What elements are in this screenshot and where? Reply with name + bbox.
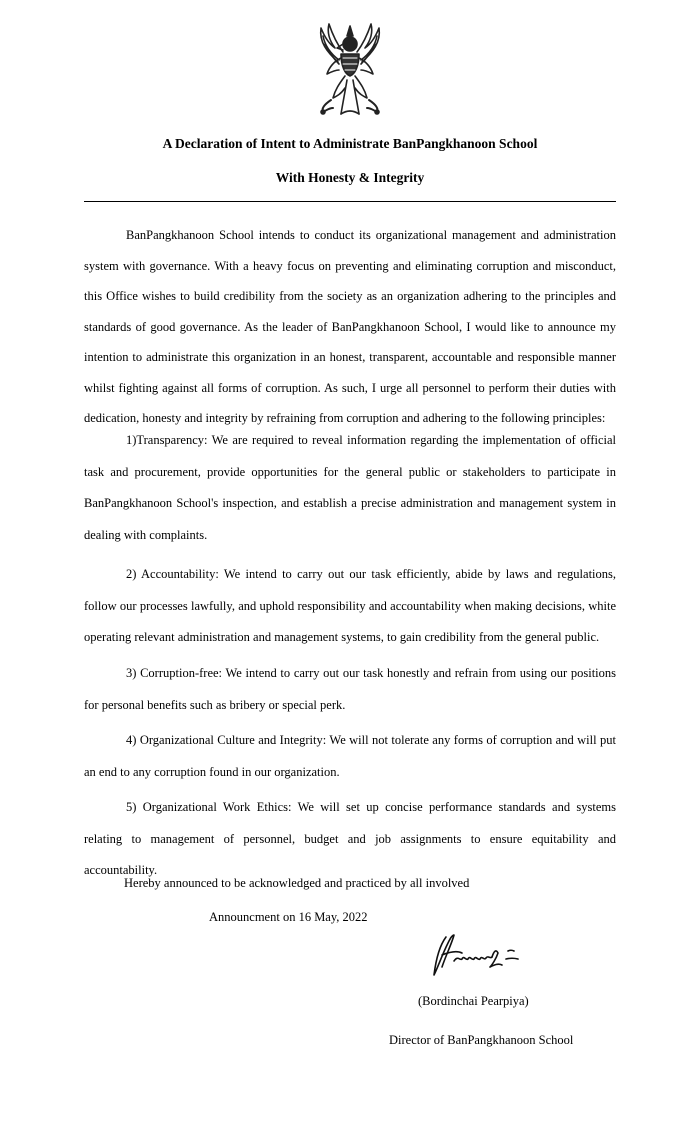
signer-title: Director of BanPangkhanoon School — [389, 1033, 574, 1047]
principle-culture-integrity: 4) Organizational Culture and Integrity: We will not tolerate any forms of corruption and will put an end to any corruption found in our organization. — [84, 733, 616, 779]
principle-corruption-free: 3) Corruption-free: We intend to carry out our task honestly and refrain from using our positions for personal benefits such as bribery or special perk. — [84, 666, 616, 712]
title-divider — [84, 201, 616, 202]
principle-work-ethics: 5) Organizational Work Ethics: We will set up concise performance standards and systems relating to management of personnel, budget and job assignments to ensure equitability and accountability. — [84, 800, 616, 877]
principle-accountability: 2) Accountability: We intend to carry out our task efficiently, abide by laws and regulations, follow our processes lawfully, and uphold responsibility and accountability when making decisions, white operating relevant administration and management systems, to gain credibility from the general public. — [84, 567, 616, 644]
signer-name: (Bordinchai Pearpiya) — [418, 994, 529, 1008]
principle-transparency: 1)Transparency: We are required to reveal information regarding the implementation of official task and procurement, provide opportunities for the general public or stakeholders to participate in BanPangkhanoon School's inspection, and establish a precise administration and management system in dealing with complaints. — [84, 433, 616, 542]
handwritten-signature — [428, 925, 524, 983]
intro-paragraph: BanPangkhanoon School intends to conduct its organizational management and administration system with governance. With a heavy focus on preventing and eliminating corruption and misconduct, this Office wishes to build credibility from the society as an organization adhering to the principles and standards of good governance. As the leader of BanPangkhanoon School, I would like to announce my intention to administrate this organization in an honest, transparent, accountable and responsible manner whilst fighting against all forms of corruption. As such, I urge all personnel to perform their duties with dedication, honesty and integrity by refraining from corruption and adhering to the following principles: — [84, 228, 616, 425]
closing-statement: Hereby announced to be acknowledged and practiced by all involved — [124, 876, 470, 890]
announcement-date: Announcment on 16 May, 2022 — [209, 910, 368, 924]
document-subtitle: With Honesty & Integrity — [275, 170, 425, 185]
document-title: A Declaration of Intent to Administrate BanPangkhanoon School — [162, 136, 538, 151]
garuda-emblem-icon — [305, 22, 395, 118]
